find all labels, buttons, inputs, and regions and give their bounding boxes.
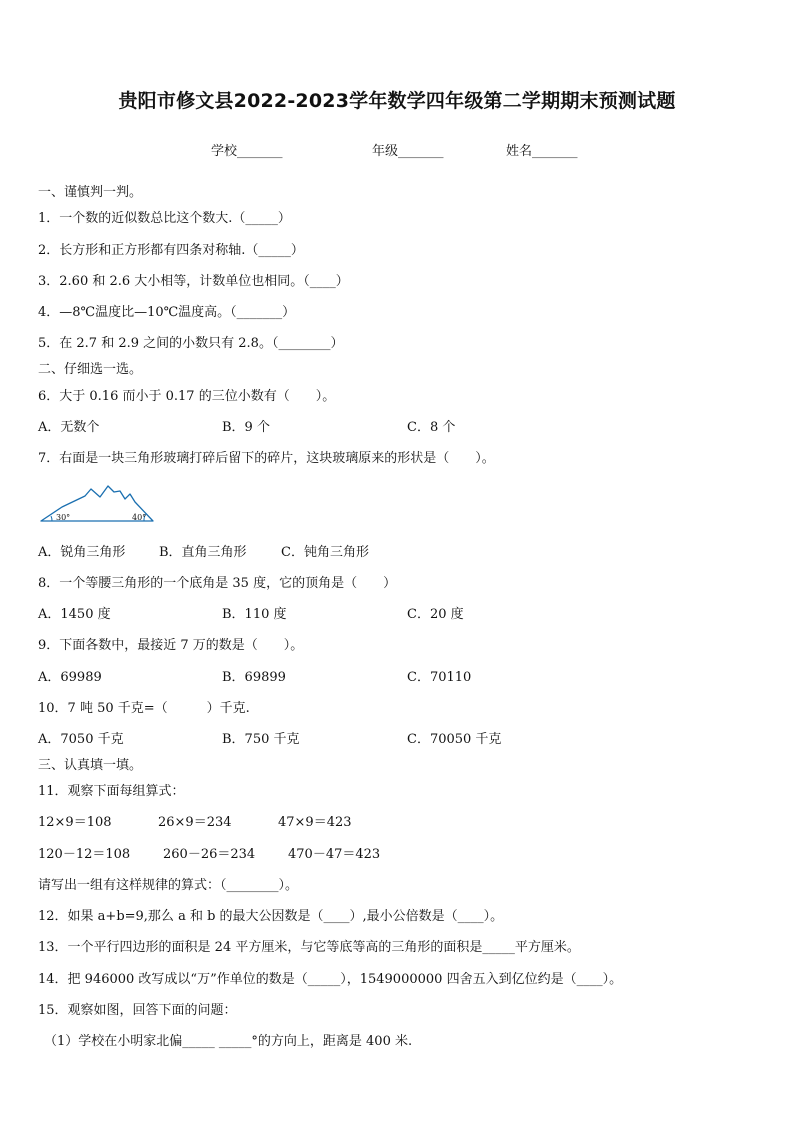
section-heading-2: 二、仔细选一选。 — [38, 362, 143, 377]
q8-option-a: A．1450 度 — [38, 607, 111, 622]
question-1: 1．一个数的近似数总比这个数大.（_____） — [38, 211, 291, 226]
question-15-part-1: （1）学校在小明家北偏_____ _____°的方向上，距离是 400 米. — [44, 1034, 413, 1049]
question-12: 12．如果 a+b=9,那么 a 和 b 的最大公因数是（____）,最小公倍数是（____）。 — [38, 909, 504, 924]
question-8: 8．一个等腰三角形的一个底角是 35 度，它的顶角是（ ） — [38, 576, 397, 591]
q10-option-a: A．7050 千克 — [38, 732, 124, 747]
question-2: 2．长方形和正方形都有四条对称轴.（_____） — [38, 243, 304, 258]
section-heading-1: 一、谨慎判一判。 — [38, 185, 143, 200]
page-title: 贵阳市修文县2022-2023学年数学四年级第二学期期末预测试题 — [118, 90, 676, 112]
formula-row2-2: 260－26＝234 — [163, 847, 256, 862]
question-11: 11．观察下面每组算式： — [38, 784, 185, 799]
question-3: 3．2.60 和 2.6 大小相等，计数单位也相同。（____） — [38, 274, 349, 289]
section-heading-3: 三、认真填一填。 — [38, 758, 143, 773]
formula-row1-2: 26×9＝234 — [158, 815, 232, 830]
q9-option-b: B．69899 — [222, 670, 286, 685]
formula-row2-3: 470－47＝423 — [288, 847, 381, 862]
q10-option-b: B．750 千克 — [222, 732, 300, 747]
q7-option-a: A．锐角三角形 — [38, 545, 126, 560]
formula-row1-3: 47×9＝423 — [278, 815, 352, 830]
question-10: 10．7 吨 50 千克=（ ）千克. — [38, 701, 250, 716]
question-5: 5．在 2.7 和 2.9 之间的小数只有 2.8。（________） — [38, 336, 344, 351]
question-11-prompt: 请写出一组有这样规律的算式：（________）。 — [38, 878, 299, 893]
q6-option-a: A．无数个 — [38, 420, 100, 435]
question-13: 13．一个平行四边形的面积是 24 平方厘米，与它等底等高的三角形的面积是_____平方厘米。 — [38, 940, 580, 955]
angle-label-left: 30° — [56, 513, 71, 522]
question-15: 15．观察如图，回答下面的问题： — [38, 1003, 237, 1018]
name-field: 姓名_______ — [506, 144, 578, 159]
question-4: 4．—8℃温度比—10℃温度高。（_______） — [38, 305, 296, 320]
q7-option-b: B．直角三角形 — [159, 545, 247, 560]
question-14: 14．把 946000 改写成以“万”作单位的数是（_____），1549000000 四舍五入到亿位约是（____）。 — [38, 972, 623, 987]
formula-row1-1: 12×9＝108 — [38, 815, 112, 830]
q8-option-c: C．20 度 — [407, 607, 464, 622]
q9-option-a: A．69989 — [38, 670, 102, 685]
q8-option-b: B．110 度 — [222, 607, 287, 622]
left-angle-arc — [51, 516, 52, 521]
angle-label-right: 40° — [132, 513, 147, 522]
formula-row2-1: 120－12＝108 — [38, 847, 131, 862]
q10-option-c: C．70050 千克 — [407, 732, 502, 747]
q9-option-c: C．70110 — [407, 670, 472, 685]
question-7: 7．右面是一块三角形玻璃打碎后留下的碎片，这块玻璃原来的形状是（ ）。 — [38, 451, 495, 466]
question-6: 6．大于 0.16 而小于 0.17 的三位小数有（ ）。 — [38, 389, 336, 404]
glass-fragment-figure — [38, 480, 158, 526]
grade-field: 年级_______ — [372, 144, 444, 159]
school-field: 学校_______ — [211, 144, 283, 159]
q6-option-c: C．8 个 — [407, 420, 456, 435]
q6-option-b: B．9 个 — [222, 420, 270, 435]
q7-option-c: C．钝角三角形 — [281, 545, 369, 560]
question-9: 9．下面各数中，最接近 7 万的数是（ ）。 — [38, 638, 304, 653]
